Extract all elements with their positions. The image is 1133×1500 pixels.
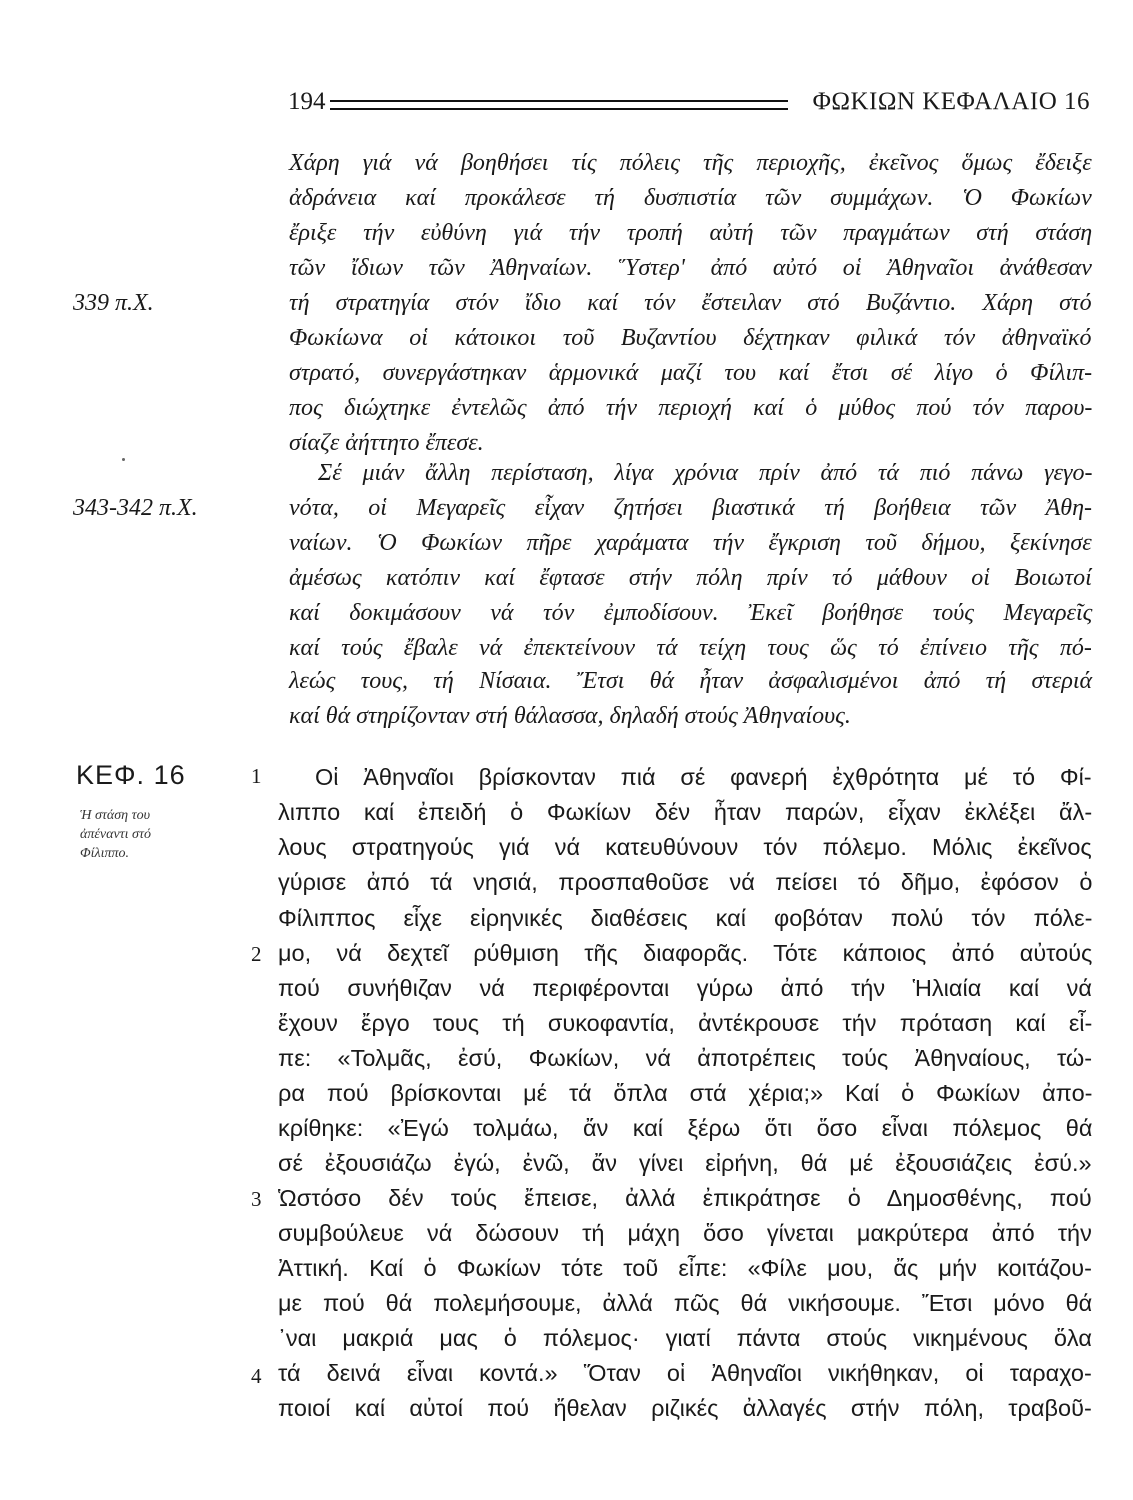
header-rule — [330, 100, 788, 110]
chapter-caption-line: Ἡ στάση του — [80, 808, 151, 823]
main-line: Ἀττική. Καί ὁ Φωκίων τότε τοῦ εἶπε: «Φίλε μου, ἄς μήν κοιτάζου- — [278, 1255, 1092, 1281]
main-line: λιππο καί ἐπειδή ὁ Φωκίων δέν ἦταν παρών, εἶχαν ἐκλέξει ἄλ- — [278, 799, 1093, 825]
italic-line: στρατό, συνεργάστηκαν ἁρμονικά μαζί του καί ἔτσι σέ λίγο ὁ Φίλιπ- — [289, 360, 1093, 386]
margin-date-339: 339 π.Χ. — [73, 290, 154, 316]
italic-line: λεώς τους, τή Νίσαια. Ἔτσι θά ἦταν ἀσφαλισμένοι ἀπό τή στεριά — [289, 668, 1093, 694]
main-line: ἔχουν ἔργο τους τή συκοφαντία, ἀντέκρουσε τήν πρόταση καί εἶ- — [278, 1010, 1093, 1036]
main-line: ρα πού βρίσκονται μέ τά ὅπλα στά χέρια;» Καί ὁ Φωκίων ἀπο- — [278, 1080, 1093, 1106]
italic-line: ναίων. Ὁ Φωκίων πῆρε χαράματα τήν ἔγκριση τοῦ δήμου, ξεκίνησε — [289, 530, 1092, 556]
italic-line: ἀμέσως κατόπιν καί ἔφτασε στήν πόλη πρίν τό μάθουν οἱ Βοιωτοί — [289, 565, 1092, 591]
paragraph-number: 1 — [251, 764, 262, 788]
paragraph-number: 3 — [251, 1187, 262, 1211]
paragraph-number: 4 — [251, 1364, 262, 1388]
italic-line: τή στρατηγία στόν ἴδιο καί τόν ἔστειλαν στό Βυζάντιο. Χάρη στό — [289, 290, 1092, 316]
running-title: ΦΩΚΙΩΝ ΚΕΦΑΛΑΙΟ 16 — [812, 88, 1090, 115]
main-line: Φίλιππος εἶχε εἰρηνικές διαθέσεις καί φοβόταν πολύ τόν πόλε- — [278, 905, 1093, 931]
italic-line: Σέ μιάν ἄλλη περίσταση, λίγα χρόνια πρίν ἀπό τά πιό πάνω γεγο- — [318, 460, 1093, 486]
chapter-label: ΚΕΦ. 16 — [76, 760, 186, 790]
italic-line: Φωκίωνα οἱ κάτοικοι τοῦ Βυζαντίου δέχτηκαν φιλικά τόν ἀθηναϊκό — [289, 325, 1092, 351]
main-line: ᾽ναι μακριά μας ὁ πόλεμος· γιατί πάντα στούς νικημένους ὅλα — [278, 1325, 1092, 1351]
italic-line: Χάρη γιά νά βοηθήσει τίς πόλεις τῆς περιοχῆς, ἐκεῖνος ὅμως ἔδειξε — [289, 150, 1092, 176]
main-line: μο, νά δεχτεῖ ρύθμιση τῆς διαφορᾶς. Τότε κάποιος ἀπό αὐτούς — [278, 940, 1093, 966]
main-line: πού συνήθιζαν νά περιφέρονται γύρω ἀπό τήν Ἡλιαία καί νά — [278, 975, 1092, 1001]
main-line: τά δεινά εἶναι κοντά.» Ὅταν οἱ Ἀθηναῖοι νικήθηκαν, οἱ ταραχο- — [278, 1360, 1092, 1386]
main-line: λους στρατηγούς γιά νά κατευθύνουν τόν πόλεμο. Μόλις ἐκεῖνος — [278, 834, 1092, 860]
main-line: πε: «Τολμᾶς, ἐσύ, Φωκίων, νά ἀποτρέπεις τούς Ἀθηναίους, τώ- — [278, 1045, 1093, 1071]
margin-date-343: 343-342 π.Χ. — [73, 495, 198, 521]
margin-dot — [122, 458, 125, 461]
main-line: γύρισε ἀπό τά νησιά, προσπαθοῦσε νά πείσει τό δῆμο, ἐφόσον ὁ — [278, 869, 1093, 895]
page-header — [288, 88, 1090, 124]
main-line: Οἱ Ἀθηναῖοι βρίσκονταν πιά σέ φανερή ἐχθρότητα μέ τό Φί- — [315, 764, 1092, 790]
chapter-caption-line: ἀπέναντι στό — [80, 827, 151, 842]
italic-line: καί δοκιμάσουν νά τόν ἐμποδίσουν. Ἐκεῖ βοήθησε τούς Μεγαρεῖς — [289, 600, 1093, 626]
italic-line: ἀδράνεια καί προκάλεσε τή δυσπιστία τῶν συμμάχων. Ὁ Φωκίων — [289, 185, 1092, 211]
page-number: 194 — [288, 88, 326, 115]
main-line: σέ ἐξουσιάζω ἐγώ, ἐνῶ, ἄν γίνει εἰρήνη, θά μέ ἐξουσιάζεις ἐσύ.» — [278, 1150, 1092, 1176]
italic-line: καί τούς ἔβαλε νά ἐπεκτείνουν τά τείχη τους ὥς τό ἐπίνειο τῆς πό- — [289, 635, 1092, 661]
italic-line: νότα, οἱ Μεγαρεῖς εἶχαν ζητήσει βιαστικά τή βοήθεια τῶν Ἀθη- — [289, 495, 1092, 521]
chapter-caption — [80, 806, 240, 863]
italic-line: σίαζε ἀήττητο ἔπεσε. — [289, 430, 484, 456]
main-line: Ὡστόσο δέν τούς ἔπεισε, ἀλλά ἐπικράτησε ὁ Δημοσθένης, πού — [278, 1185, 1092, 1211]
italic-line: πος διώχτηκε ἐντελῶς ἀπό τήν περιοχή καί ὁ μύθος πού τόν παρου- — [289, 395, 1093, 421]
main-line: κρίθηκε: «Ἐγώ τολμάω, ἄν καί ξέρω ὅτι ὅσο εἶναι πόλεμος θά — [278, 1115, 1093, 1141]
italic-line: τῶν ἴδιων τῶν Ἀθηναίων. Ὕστερ' ἀπό αὐτό οἱ Ἀθηναῖοι ἀνάθεσαν — [289, 255, 1092, 281]
paragraph-number: 2 — [251, 942, 262, 966]
chapter-caption-line: Φίλιππο. — [80, 846, 130, 861]
italic-line: καί θά στηρίζονταν στή θάλασσα, δηλαδή στούς Ἀθηναίους. — [289, 703, 851, 729]
italic-line: ἔριξε τήν εὐθύνη γιά τήν τροπή αὐτή τῶν πραγμάτων στή στάση — [289, 220, 1093, 246]
main-line: με πού θά πολεμήσουμε, ἀλλά πῶς θά νικήσουμε. Ἔτσι μόνο θά — [278, 1290, 1093, 1316]
main-line: ποιοί καί αὐτοί πού ἤθελαν ριζικές ἀλλαγές στήν πόλη, τραβοῦ- — [278, 1395, 1092, 1421]
main-line: συμβούλευε νά δώσουν τή μάχη ὅσο γίνεται μακρύτερα ἀπό τήν — [278, 1220, 1092, 1246]
